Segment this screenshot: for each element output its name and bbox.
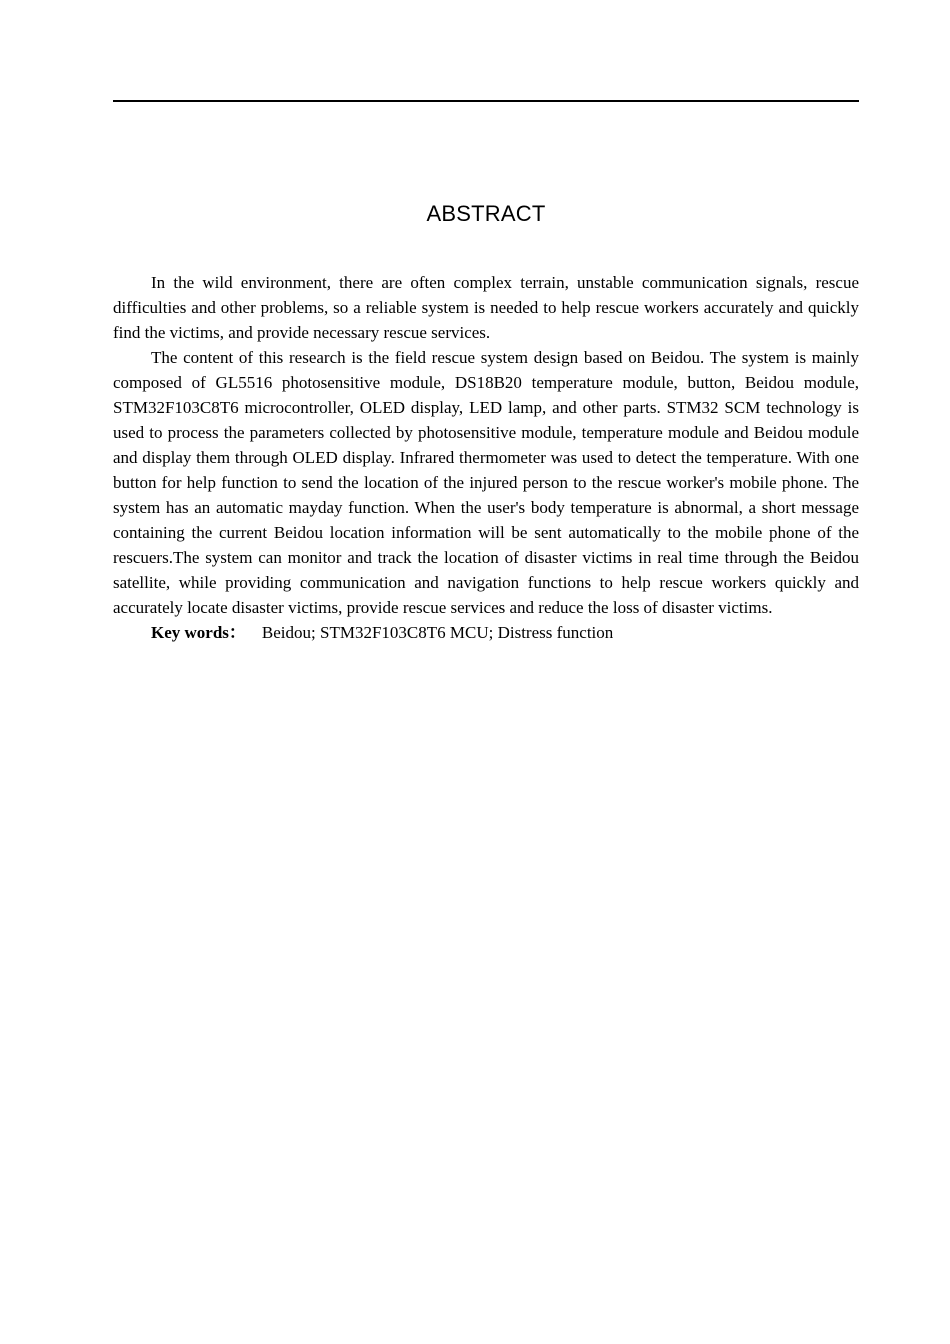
abstract-paragraph-1: In the wild environment, there are often complex terrain, unstable communication signals, rescue difficulties and other problems, so a reliable system is needed to help rescue workers accurately and quickly find the victims, and provide necessary rescue services. xyxy=(113,273,859,342)
header-rule xyxy=(113,100,859,102)
keywords-value: Beidou; STM32F103C8T6 MCU; Distress function xyxy=(261,623,614,642)
abstract-title: ABSTRACT xyxy=(426,201,546,226)
keywords-label: Key words： xyxy=(151,623,246,642)
keywords-line xyxy=(113,620,859,645)
abstract-paragraph-2: The content of this research is the field rescue system design based on Beidou. The system is mainly composed of GL5516 photosensitive module, DS18B20 temperature module, button, Beidou module, STM32F103C8T6 microcontroller, OLED display, LED lamp, and other parts. STM32 SCM technology is used to process the parameters collected by photosensitive module, temperature module and Beidou module and display them through OLED display. Infrared thermometer was used to detect the temperature. With one button for help function to send the location of the injured person to the rescue worker's mobile phone. The system has an automatic mayday function. When the user's body temperature is abnormal, a short message containing the current Beidou location information will be sent automatically to the mobile phone of the rescuers.The system can monitor and track the location of disaster victims in real time through the Beidou satellite, while providing communication and navigation functions to help rescue workers quickly and accurately locate disaster victims, provide rescue services and reduce the loss of disaster victims. xyxy=(113,348,859,617)
abstract-body xyxy=(113,270,859,645)
